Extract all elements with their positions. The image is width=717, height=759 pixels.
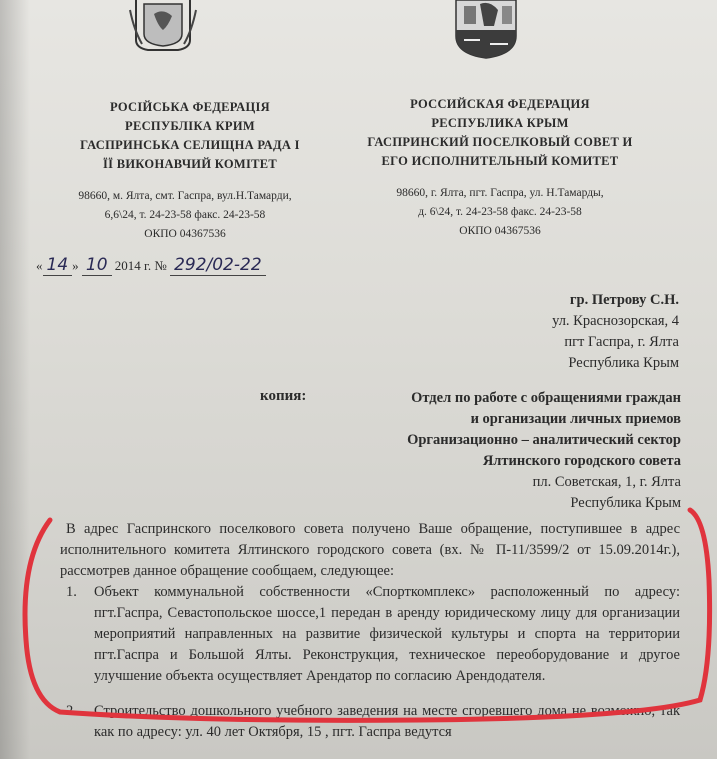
address-left-line: 6,6\24, т. 24-23-58 факс. 24-23-58 (104, 209, 266, 221)
copy-org-line: Организационно – аналитический сектор (407, 432, 681, 448)
copy-address-line: пл. Советская, 1, г. Ялта (532, 474, 681, 490)
recipient-block (552, 290, 679, 374)
document-date-number (36, 255, 266, 276)
list-item-text: Строительство дошкольного учебного заведения на месте сгоревшего дома не возможно, так как по адресу: ул. 40 лет Октября, 15 , пгт. Гаспра ведутся (94, 703, 680, 740)
body-intro-paragraph: В адрес Гаспринского поселкового совета получено Ваше обращение, поступившее в адрес исполнительного комитета Ялтинского городского совета (вх. № П-11/3599/2 от 15.09.2014г.), рассмотрев данное обращение сообщаем, следующее: (60, 521, 680, 579)
date-day: 14 (43, 255, 73, 276)
letter-body (60, 519, 680, 743)
header-right-line: РЕСПУБЛИКА КРЫМ (431, 116, 569, 130)
copy-org-line: Отдел по работе с обращениями граждан (411, 390, 681, 406)
copy-org-line: Ялтинского городского совета (482, 453, 681, 469)
copy-address-line: Республика Крым (570, 495, 681, 511)
header-left-line: РЕСПУБЛІКА КРИМ (125, 119, 255, 133)
copy-org-line: и организации личных приемов (470, 411, 681, 427)
list-item-number: 1. (66, 584, 77, 600)
address-right-line: 98660, г. Ялта, пгт. Гаспра, ул. Н.Тамарды, (396, 187, 604, 199)
list-item (60, 701, 680, 743)
recipient-address-line: ул. Краснозорская, 4 (552, 313, 679, 329)
gaspra-coat-of-arms-emblem (450, 0, 522, 60)
address-russian (345, 184, 655, 241)
header-right-line: РОССИЙСКАЯ ФЕДЕРАЦИЯ (410, 97, 590, 111)
address-right-line: ОКПО 04367536 (459, 225, 541, 237)
header-ukrainian (40, 98, 340, 174)
copy-label: копия: (260, 388, 307, 404)
crimea-coat-of-arms-emblem (128, 0, 198, 52)
copy-recipient-block (351, 388, 681, 514)
header-right-line: ЕГО ИСПОЛНИТЕЛЬНЫЙ КОМИТЕТ (381, 154, 619, 168)
address-right-line: д. 6\24, т. 24-23-58 факс. 24-23-58 (418, 206, 582, 218)
header-right-line: ГАСПРИНСКИЙ ПОСЕЛКОВЫЙ СОВЕТ И (367, 135, 633, 149)
date-close-quote: » (72, 258, 79, 273)
recipient-address-line: Республика Крым (568, 355, 679, 371)
list-item (60, 582, 680, 687)
header-left-line: ГАСПРИНСЬКА СЕЛИЩНА РАДА І (80, 138, 300, 152)
recipient-name: гр. Петрову С.Н. (569, 292, 679, 308)
recipient-address-line: пгт Гаспра, г. Ялта (564, 334, 679, 350)
list-item-text: Объект коммунальной собственности «Спорткомплекс» расположенный по адресу: пгт.Гаспра, Севастопольское шоссе,1 передан в аренду юридическому лицу для организации мероприятий направленных на развитие физической культуры и спорта на территории пгт.Гаспра и Большой Ялты. Реконструкция, техническое переоборудование и другое улучшение объекта осуществляет Арендатор по согласию Арендодателя. (94, 584, 680, 684)
header-russian (350, 95, 650, 171)
header-left-line: ЇЇ ВИКОНАВЧИЙ КОМІТЕТ (102, 157, 278, 171)
date-open-quote: « (36, 258, 43, 273)
address-left-line: ОКПО 04367536 (144, 228, 226, 240)
address-left-line: 98660, м. Ялта, смт. Гаспра, вул.Н.Тамарди, (78, 190, 292, 202)
header-left-line: РОСІЙСЬКА ФЕДЕРАЦІЯ (110, 100, 270, 114)
page-shadow (0, 0, 30, 759)
outgoing-number: 292/02-22 (170, 255, 266, 276)
list-item-number: 2. (66, 703, 77, 719)
date-year: 2014 г. № (114, 258, 167, 273)
date-month: 10 (82, 255, 112, 276)
address-ukrainian (20, 187, 350, 244)
